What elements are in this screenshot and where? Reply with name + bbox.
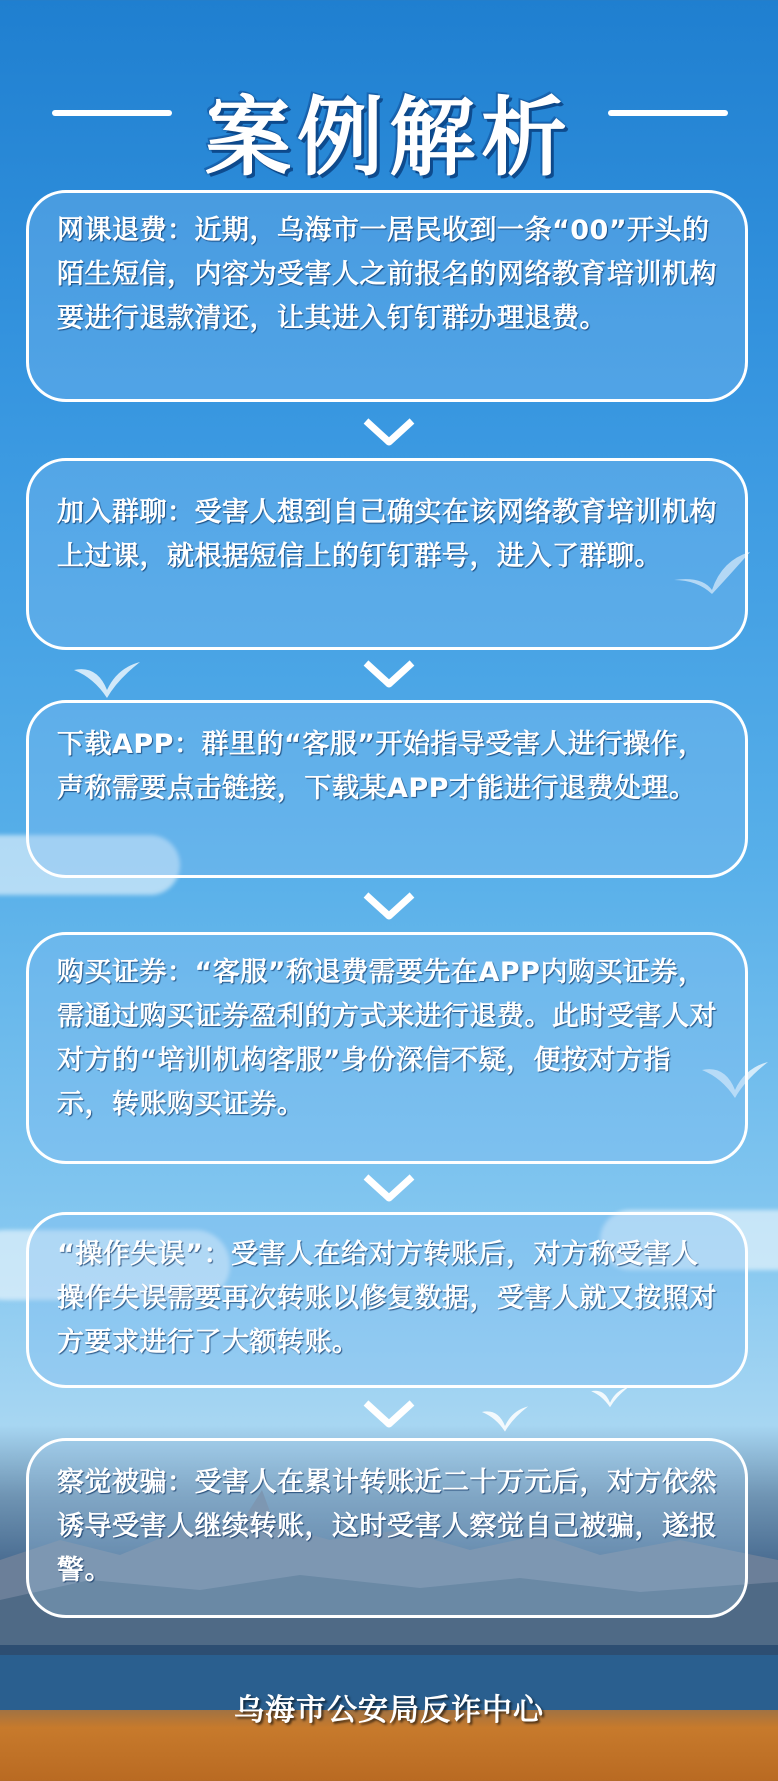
case-step-text: 网课退费：近期，乌海市一居民收到一条“00”开头的陌生短信，内容为受害人之前报名的网络教育培训机构要进行退款清还，让其进入钉钉群办理退费。 — [57, 215, 717, 334]
chevron-down-icon — [363, 1174, 415, 1202]
chevron-down-icon — [363, 660, 415, 688]
case-step-text: 加入群聊：受害人想到自己确实在该网络教育培训机构上过课，就根据短信上的钉钉群号，进入了群聊。 — [57, 497, 717, 572]
case-step-text: “操作失误”：受害人在给对方转账后，对方称受害人操作失误需要再次转账以修复数据，受害人就又按照对方要求进行了大额转账。 — [57, 1239, 717, 1358]
case-step-text: 下载APP：群里的“客服”开始指导受害人进行操作，声称需要点击链接，下载某APP才能进行退费处理。 — [57, 729, 706, 804]
case-step-text: 察觉被骗：受害人在累计转账近二十万元后，对方依然诱导受害人继续转账，这时受害人察觉自己被骗，遂报警。 — [57, 1467, 717, 1586]
case-step-text: 购买证券：“客服”称退费需要先在APP内购买证券，需通过购买证券盈利的方式来进行退费。此时受害人对对方的“培训机构客服”身份深信不疑，便按对方指示，转账购买证券。 — [57, 957, 717, 1120]
chevron-down-icon — [363, 418, 415, 446]
chevron-down-icon — [363, 1400, 415, 1428]
case-step-card — [26, 190, 748, 402]
case-step-card — [26, 1438, 748, 1618]
page-title: 案例解析 — [205, 88, 573, 188]
publisher-footer: 乌海市公安局反诈中心 — [234, 1693, 544, 1728]
case-step-card — [26, 458, 748, 650]
case-step-card — [26, 1212, 748, 1388]
seagull-icon — [72, 660, 142, 700]
seagull-icon — [590, 1385, 630, 1409]
seagull-icon — [480, 1405, 530, 1433]
title-banner — [0, 60, 778, 188]
case-step-card — [26, 700, 748, 878]
case-step-card — [26, 932, 748, 1164]
chevron-down-icon — [363, 892, 415, 920]
